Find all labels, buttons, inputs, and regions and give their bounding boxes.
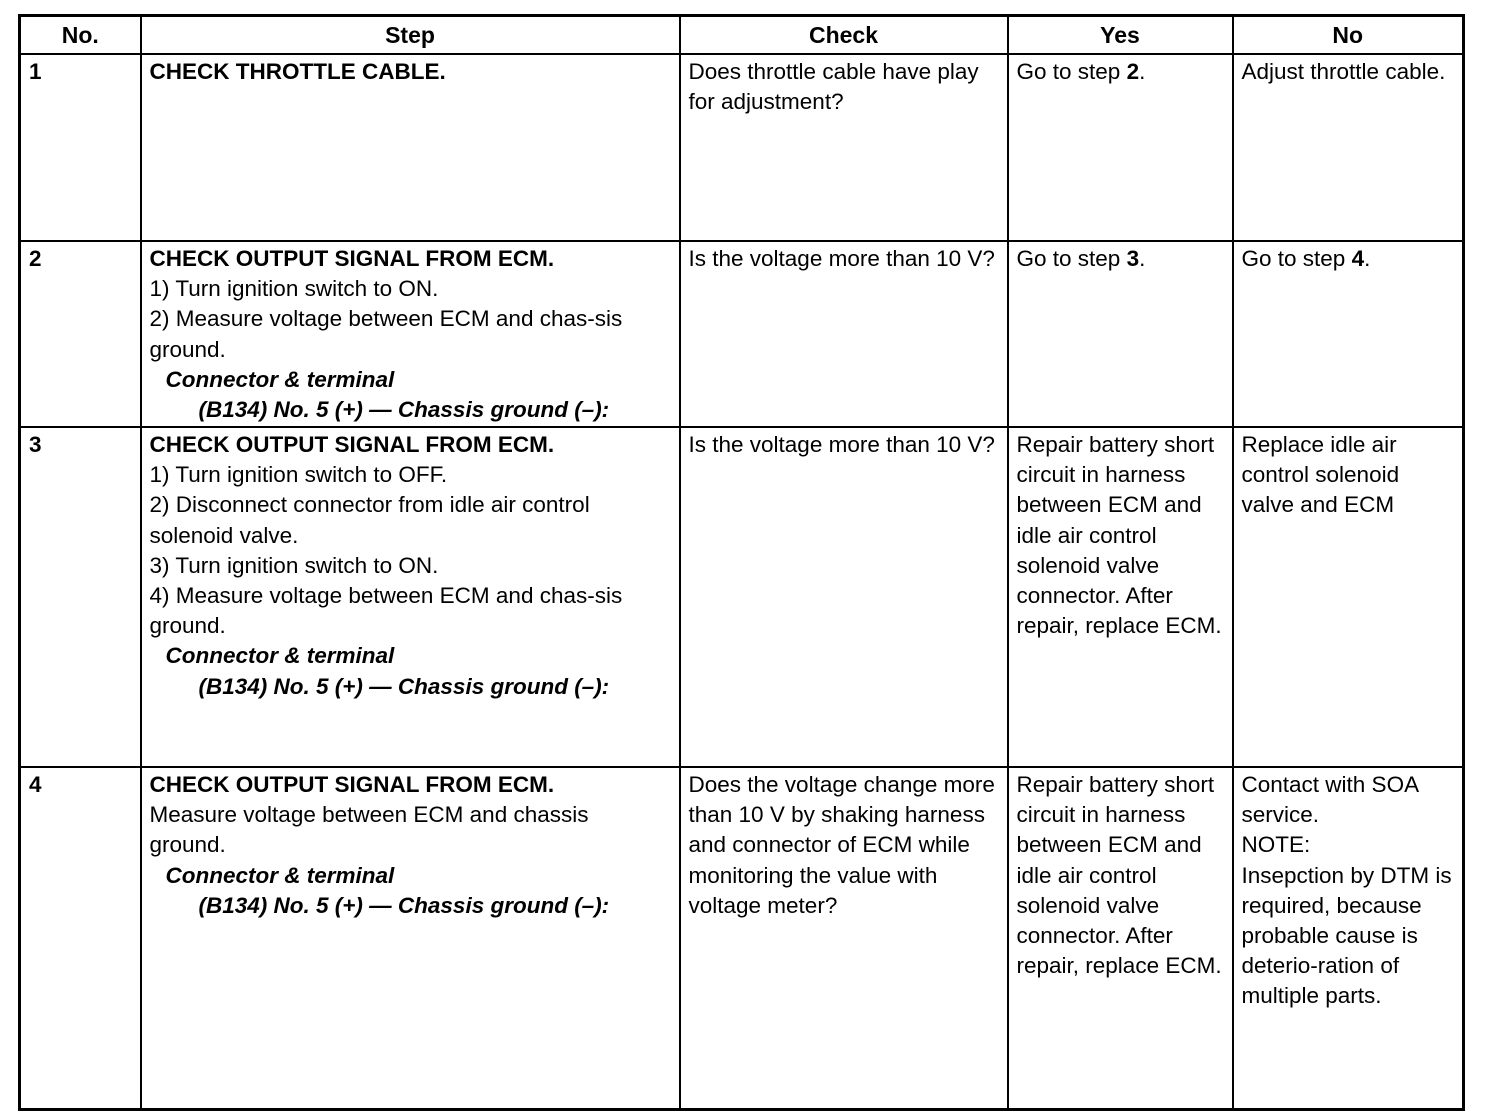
step-cell [141, 767, 680, 1109]
no-suffix: . [1364, 246, 1371, 271]
connector-title: Connector & terminal [165, 366, 395, 392]
step-title: CHECK THROTTLE CABLE. [149, 59, 446, 84]
no-line: Insepction by DTM is required, because probable cause is deterio-ration of multiple parts. [1241, 862, 1452, 1009]
yes-suffix: . [1139, 59, 1146, 84]
no-cell: Replace idle air control solenoid valve and ECM [1233, 427, 1464, 767]
yes-cell: Repair battery short circuit in harness between ECM and idle air control solenoid valve connector. After repair, replace ECM. [1008, 427, 1233, 767]
header-no: No. [20, 16, 141, 55]
diagnostic-table [18, 14, 1465, 1111]
header-no-result: No [1233, 16, 1464, 55]
step-line: 1) Turn ignition switch to OFF. [149, 462, 448, 488]
connector-terminal: (B134) No. 5 (+) — Chassis ground (–): [198, 892, 610, 918]
no-cell [1233, 241, 1464, 427]
header-yes: Yes [1008, 16, 1233, 55]
step-cell [141, 241, 680, 427]
step-line: 3) Turn ignition switch to ON. [149, 552, 439, 578]
step-line: 1) Turn ignition switch to ON. [149, 276, 439, 302]
no-cell [1233, 767, 1464, 1109]
check-cell: Is the voltage more than 10 V? [680, 427, 1008, 767]
row-number: 1 [20, 54, 141, 241]
check-cell: Does throttle cable have play for adjustment? [680, 54, 1008, 241]
header-row [20, 16, 1464, 55]
yes-text: Go to step [1016, 59, 1127, 84]
step-title: CHECK OUTPUT SIGNAL FROM ECM. [149, 772, 555, 797]
step-cell [141, 54, 680, 241]
step-title: CHECK OUTPUT SIGNAL FROM ECM. [149, 432, 555, 457]
table-row [20, 427, 1464, 767]
yes-step-ref: 2 [1126, 59, 1140, 84]
step-line: 4) Measure voltage between ECM and chas-sis ground. [149, 583, 623, 639]
yes-cell [1008, 241, 1233, 427]
connector-terminal: (B134) No. 5 (+) — Chassis ground (–): [198, 397, 610, 423]
note-label: NOTE: [1241, 832, 1311, 858]
yes-text: Go to step [1016, 246, 1127, 271]
step-line: 2) Disconnect connector from idle air control solenoid valve. [149, 492, 590, 548]
connector-title: Connector & terminal [165, 643, 395, 669]
step-line: 2) Measure voltage between ECM and chas-sis ground. [149, 306, 623, 362]
check-cell: Does the voltage change more than 10 V by shaking harness and connector of ECM while monitoring the value with voltage meter? [680, 767, 1008, 1109]
no-text: Go to step [1241, 246, 1352, 271]
step-line: Measure voltage between ECM and chassis ground. [149, 802, 589, 858]
row-number: 2 [20, 241, 141, 427]
header-check: Check [680, 16, 1008, 55]
row-number: 3 [20, 427, 141, 767]
row-number: 4 [20, 767, 141, 1109]
connector-terminal: (B134) No. 5 (+) — Chassis ground (–): [198, 673, 610, 699]
step-cell [141, 427, 680, 767]
no-step-ref: 4 [1351, 246, 1365, 271]
step-title: CHECK OUTPUT SIGNAL FROM ECM. [149, 246, 555, 271]
yes-step-ref: 3 [1126, 246, 1140, 271]
yes-suffix: . [1139, 246, 1146, 271]
check-cell: Is the voltage more than 10 V? [680, 241, 1008, 427]
header-step: Step [141, 16, 680, 55]
table-row [20, 767, 1464, 1109]
yes-cell [1008, 54, 1233, 241]
no-cell: Adjust throttle cable. [1233, 54, 1464, 241]
table-row [20, 54, 1464, 241]
yes-cell: Repair battery short circuit in harness between ECM and idle air control solenoid valve connector. After repair, replace ECM. [1008, 767, 1233, 1109]
no-line: Contact with SOA service. [1241, 772, 1418, 828]
connector-title: Connector & terminal [165, 862, 395, 888]
table-row [20, 241, 1464, 427]
